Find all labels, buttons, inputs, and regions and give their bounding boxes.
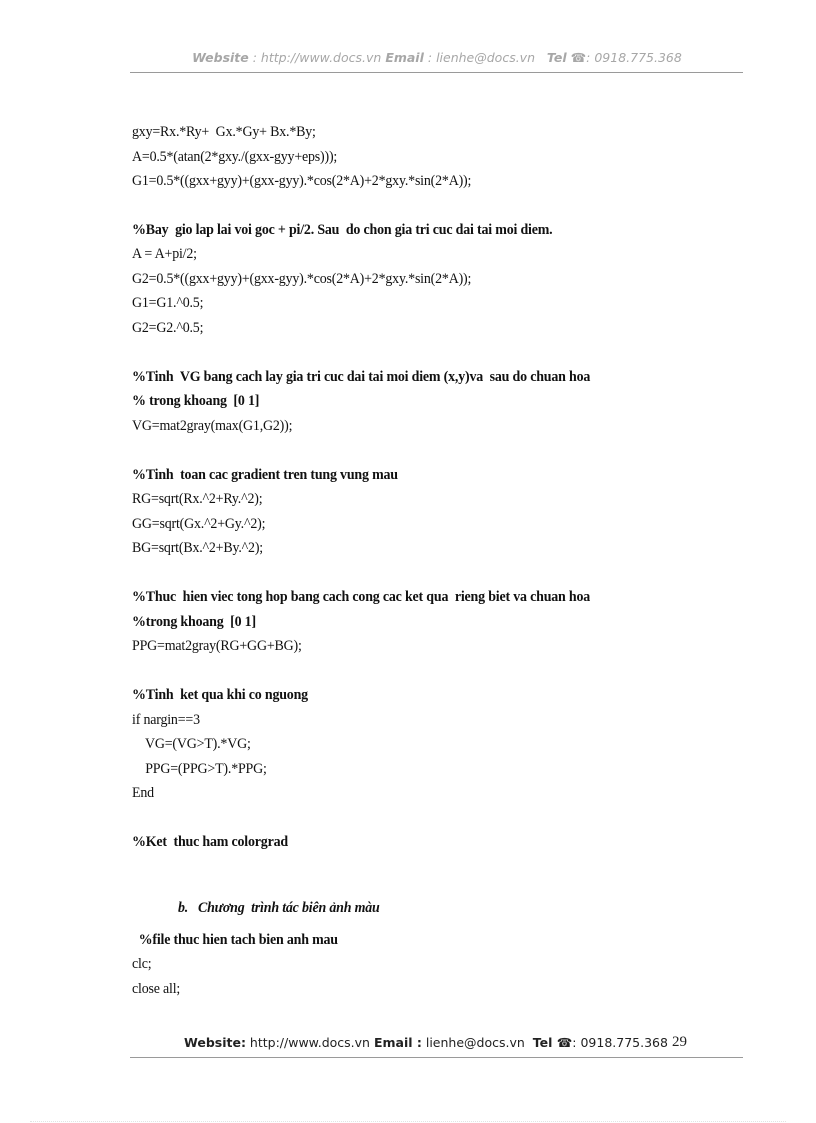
header-tel-value: : 0918.775.368 [586,50,682,65]
code-line: RG=sqrt(Rx.^2+Ry.^2); [132,491,263,507]
code-line: close all; [132,981,181,997]
code-line: VG=(VG>T).*VG; [132,736,251,752]
header-divider [130,72,743,73]
header-tel-label: Tel [546,50,567,65]
comment-line: %trong khoang [0 1] [132,614,256,630]
comment-line: %Ket thuc ham colorgrad [132,834,288,850]
code-line: A = A+pi/2; [132,246,197,262]
footer-website-url[interactable]: http://www.docs.vn [245,1035,374,1050]
footer-tel-label: Tel [532,1035,557,1050]
code-line: G2=0.5*((gxx+gyy)+(gxx-gyy).*cos(2*A)+2*gxy.*sin(2*A)); [132,271,472,287]
code-line: PPG=(PPG>T).*PPG; [132,761,267,777]
code-line: G2=G2.^0.5; [132,320,204,336]
header-email-value[interactable]: lienhe@docs.vn [436,50,535,65]
phone-icon: ☎ [570,50,587,65]
header-website-sep: : [248,50,261,65]
footer-email-value[interactable]: lienhe@docs.vn [421,1035,533,1050]
code-line: A=0.5*(atan(2*gxy./(gxx-gyy+eps))); [132,149,338,165]
comment-line: %Tinh ket qua khi co nguong [132,687,308,703]
code-line: PPG=mat2gray(RG+GG+BG); [132,638,302,654]
code-line: clc; [132,956,152,972]
page-number: 29 [672,1034,687,1050]
page-edge [30,1121,786,1122]
code-line: GG=sqrt(Gx.^2+Gy.^2); [132,516,266,532]
comment-line: %file thuc hien tach bien anh mau [132,932,338,948]
code-line: if nargin==3 [132,712,200,728]
page-header [132,50,742,70]
section-heading: b. Chương trình tác biên ảnh màu [178,900,380,916]
code-line: G1=0.5*((gxx+gyy)+(gxx-gyy).*cos(2*A)+2*gxy.*sin(2*A)); [132,173,472,189]
code-line: gxy=Rx.*Ry+ Gx.*Gy+ Bx.*By; [132,124,316,140]
header-website-label: Website [192,50,249,65]
header-website-url[interactable]: http://www.docs.vn [260,50,382,65]
phone-icon: ☎ [556,1035,573,1050]
footer-email-label: Email : [373,1035,422,1050]
code-line: G1=G1.^0.5; [132,295,204,311]
footer-divider [130,1057,743,1058]
comment-line: %Bay gio lap lai voi goc + pi/2. Sau do chon gia tri cuc dai tai moi diem. [132,222,553,238]
code-line: End [132,785,154,801]
footer-website-label: Website: [184,1035,246,1050]
comment-line: % trong khoang [0 1] [132,393,260,409]
header-email-sep: : [423,50,437,65]
code-line: BG=sqrt(Bx.^2+By.^2); [132,540,263,556]
footer-tel-value: : 0918.775.368 [572,1035,668,1050]
comment-line: %Thuc hien viec tong hop bang cach cong cac ket qua rieng biet va chuan hoa [132,589,591,605]
code-line: VG=mat2gray(max(G1,G2)); [132,418,293,434]
header-email-label: Email [385,50,424,65]
comment-line: %Tinh toan cac gradient tren tung vung mau [132,467,398,483]
comment-line: %Tinh VG bang cach lay gia tri cuc dai tai moi diem (x,y)va sau do chuan hoa [132,369,591,385]
page-footer [184,1035,668,1050]
